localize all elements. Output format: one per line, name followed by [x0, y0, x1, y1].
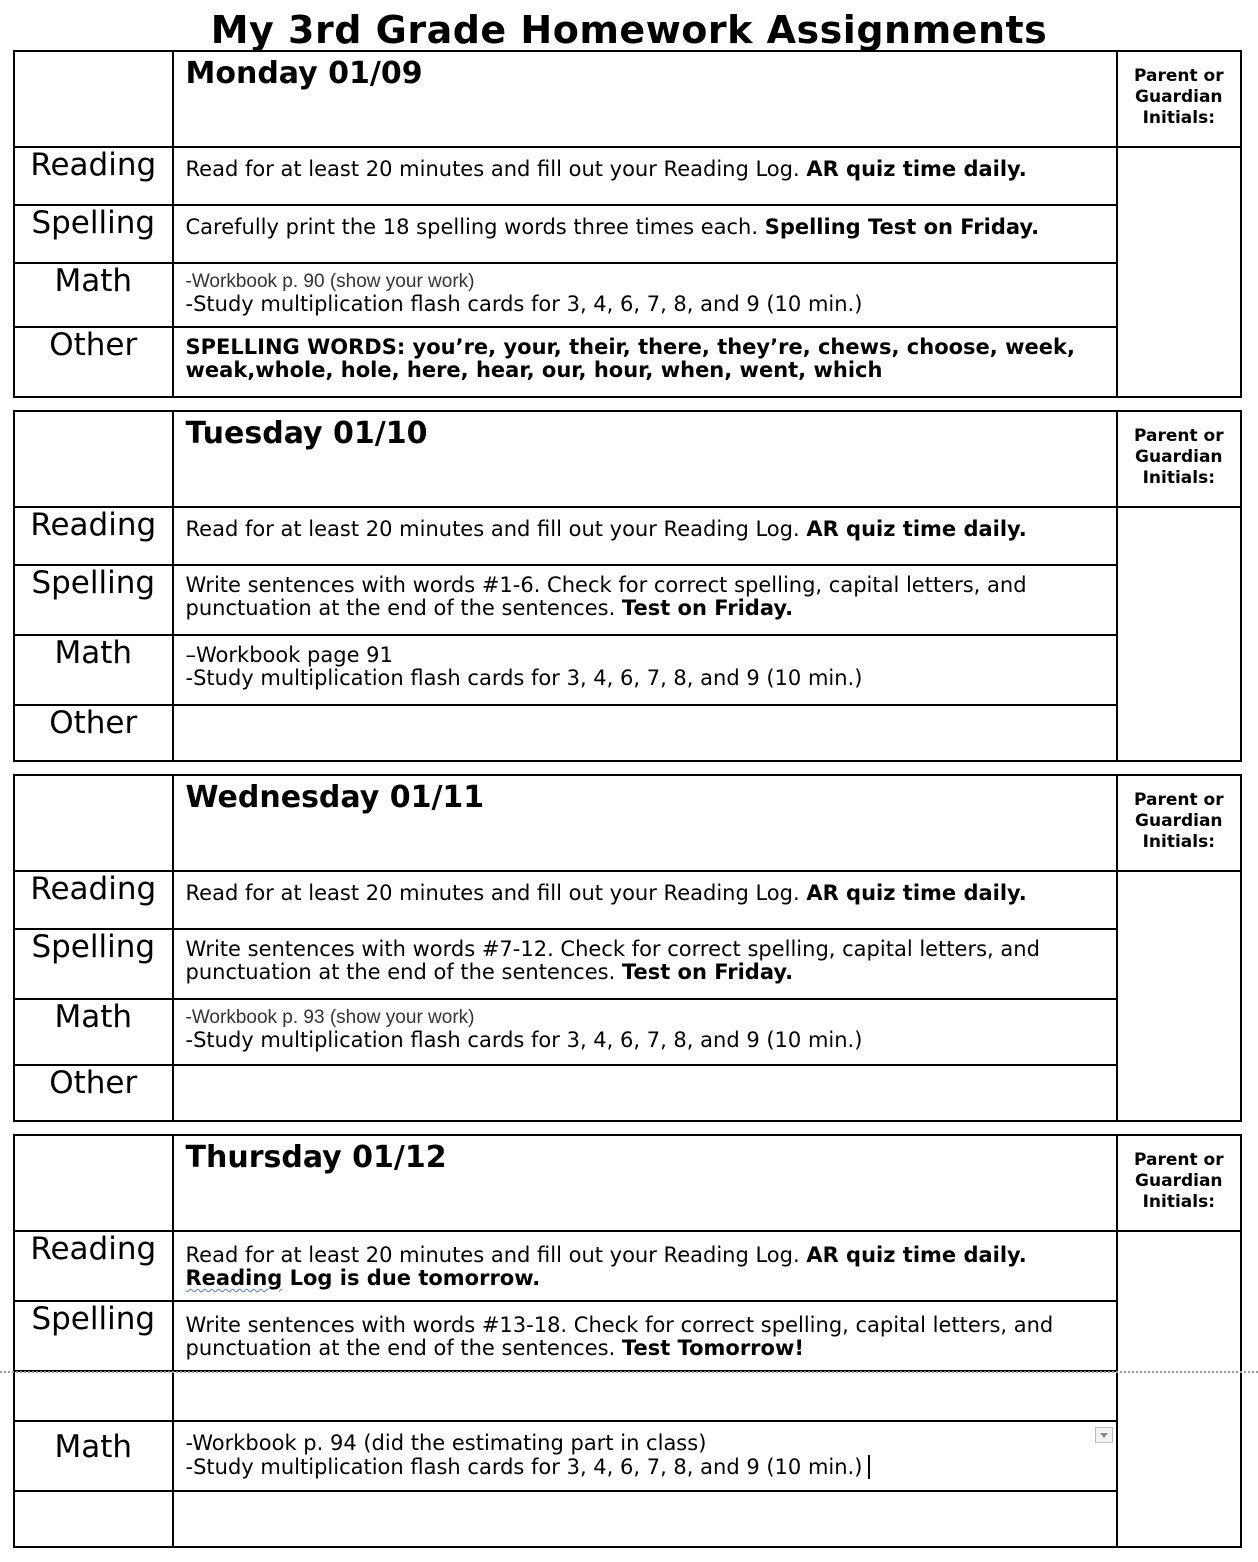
spelling-task[interactable]: Write sentences with words #1-6. Check for correct spelling, capital letters, and punctuation at the end of the sentences. Test on Friday.	[185, 573, 1027, 620]
initials-label: Parent or Guardian Initials:	[1133, 426, 1224, 488]
math-task[interactable]: –Workbook page 91 -Study multiplication flash cards for 3, 4, 6, 7, 8, and 9 (10 min.)	[185, 643, 863, 690]
initials-label: Parent or Guardian Initials:	[1133, 1150, 1224, 1212]
subject-spelling: Spelling	[31, 565, 156, 601]
subject-other: Other	[49, 1065, 138, 1101]
tuesday-table	[13, 410, 1242, 762]
spelling-task[interactable]: Carefully print the 18 spelling words three times each. Spelling Test on Friday.	[185, 215, 1040, 239]
dropdown-arrow-icon[interactable]	[1095, 1427, 1113, 1443]
subject-spelling: Spelling	[31, 205, 156, 241]
reading-task[interactable]: Read for at least 20 minutes and fill out your Reading Log. AR quiz time daily. Reading Log is due tomorrow.	[185, 1243, 1027, 1290]
subject-reading: Reading	[30, 1231, 157, 1267]
math-task[interactable]: -Workbook p. 90 (show your work) -Study multiplication flash cards for 3, 4, 6, 7, 8, and 9 (10 min.)	[185, 271, 863, 316]
wednesday-table	[13, 774, 1242, 1122]
day-heading: Wednesday 01/11	[185, 780, 485, 815]
initials-label: Parent or Guardian Initials:	[1133, 66, 1224, 128]
subject-reading: Reading	[30, 147, 157, 183]
initials-cell[interactable]	[1117, 871, 1241, 1121]
math-task[interactable]: -Workbook p. 93 (show your work) -Study multiplication flash cards for 3, 4, 6, 7, 8, and 9 (10 min.)	[185, 1007, 863, 1052]
other-task[interactable]	[173, 1065, 1117, 1121]
day-heading: Thursday 01/12	[185, 1140, 447, 1175]
other-task[interactable]	[173, 1491, 1117, 1547]
text-cursor	[868, 1455, 870, 1479]
spelling-task[interactable]: Write sentences with words #13-18. Check for correct spelling, capital letters, and punctuation at the end of the sentences. Test Tomorrow!	[185, 1313, 1054, 1360]
initials-label: Parent or Guardian Initials:	[1133, 790, 1224, 852]
day-heading: Monday 01/09	[185, 56, 423, 91]
subject-other: Other	[49, 327, 138, 363]
subject-math: Math	[54, 635, 133, 671]
subject-other: Other	[49, 705, 138, 741]
blank-row[interactable]	[173, 1371, 1117, 1421]
other-task[interactable]	[173, 705, 1117, 761]
subject-math: Math	[54, 263, 133, 299]
page-break-line	[0, 1371, 1258, 1373]
subject-spelling: Spelling	[31, 929, 156, 965]
subject-math: Math	[54, 1429, 133, 1465]
subject-reading: Reading	[30, 507, 157, 543]
reading-task[interactable]: Read for at least 20 minutes and fill out your Reading Log. AR quiz time daily.	[185, 157, 1027, 181]
other-task[interactable]: SPELLING WORDS: you’re, your, their, there, they’re, chews, choose, week, weak,whole, hole, here, hear, our, hour, when, went, which	[185, 335, 1075, 382]
monday-table	[13, 50, 1242, 398]
spelling-task[interactable]: Write sentences with words #7-12. Check for correct spelling, capital letters, and punctuation at the end of the sentences. Test on Friday.	[185, 937, 1040, 984]
initials-cell[interactable]	[1117, 1231, 1241, 1547]
day-heading: Tuesday 01/10	[185, 416, 428, 451]
subject-math: Math	[54, 999, 133, 1035]
initials-cell[interactable]	[1117, 147, 1241, 397]
initials-cell[interactable]	[1117, 507, 1241, 761]
reading-task[interactable]: Read for at least 20 minutes and fill out your Reading Log. AR quiz time daily.	[185, 881, 1027, 905]
subject-reading: Reading	[30, 871, 157, 907]
subject-spelling: Spelling	[31, 1301, 156, 1337]
reading-task[interactable]: Read for at least 20 minutes and fill out your Reading Log. AR quiz time daily.	[185, 517, 1027, 541]
page-title: My 3rd Grade Homework Assignments	[210, 8, 1048, 52]
math-task[interactable]: -Workbook p. 94 (did the estimating part in class) -Study multiplication flash cards for 3, 4, 6, 7, 8, and 9 (10 min.)	[174, 1422, 1116, 1479]
thursday-table	[13, 1134, 1242, 1548]
